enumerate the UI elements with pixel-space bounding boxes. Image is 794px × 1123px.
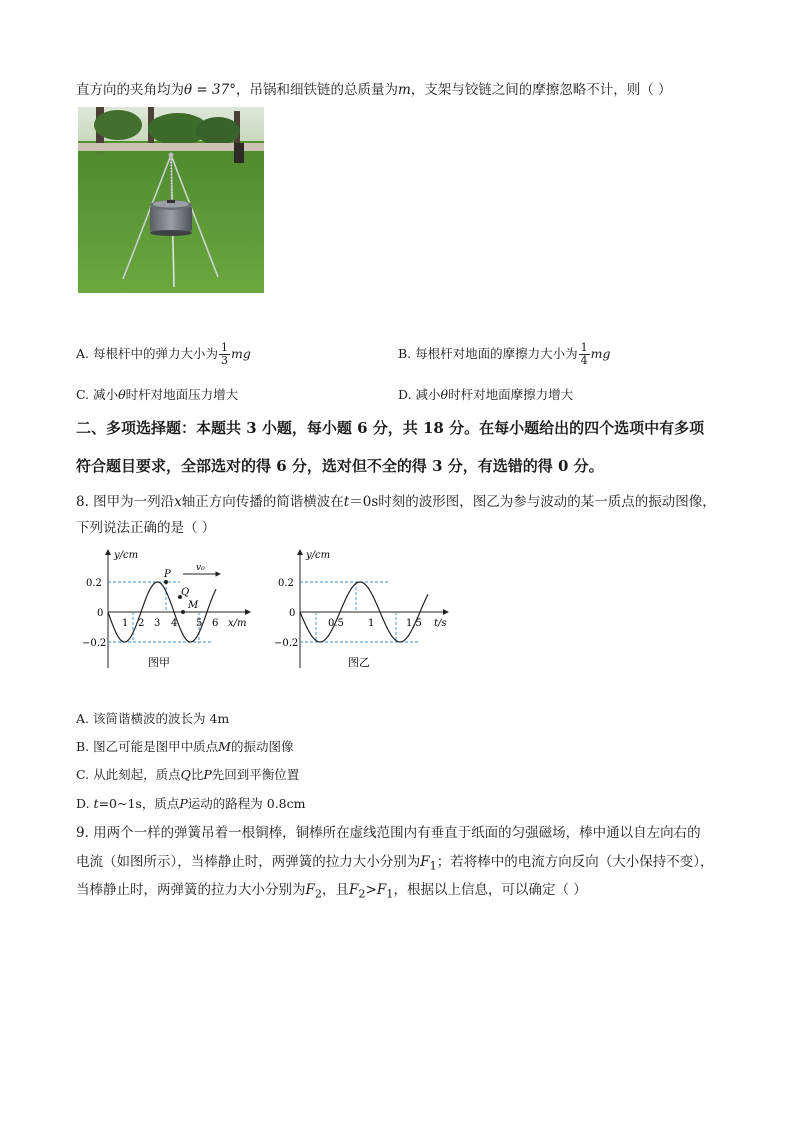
ytick-zero: 0 bbox=[97, 608, 104, 619]
label-m: M bbox=[188, 600, 199, 611]
ttick-0-5: 0.5 bbox=[328, 618, 344, 629]
label-p: P bbox=[164, 569, 171, 580]
fraction-one-third: $\frac{1}{3}$ bbox=[220, 341, 228, 367]
ytick-bottom: −0.2 bbox=[274, 638, 299, 649]
xtick-4: 4 bbox=[171, 618, 178, 629]
t-axis-label: t/s bbox=[434, 618, 447, 629]
y-axis-label: y/cm bbox=[306, 550, 331, 561]
q8-option-d[interactable]: D. t=0~1s，质点P运动的路程为 0.8cm bbox=[76, 796, 306, 811]
point-m-marker bbox=[181, 610, 185, 614]
xtick-5: 5 bbox=[196, 618, 203, 629]
ytick-top: 0.2 bbox=[86, 578, 102, 589]
q8-stem-line2: 下列说法正确的是（ ） bbox=[76, 520, 216, 536]
caption-yi: 图乙 bbox=[348, 656, 370, 669]
q8-option-a[interactable]: A. 该简谐横波的波长为 4m bbox=[76, 711, 230, 726]
tripod-pot-photo bbox=[78, 107, 264, 293]
ytick-zero: 0 bbox=[289, 608, 296, 619]
q7-option-a[interactable]: A. 每根杆中的弹力大小为 $\frac{1}{3}$ mg bbox=[76, 341, 251, 367]
xtick-3: 3 bbox=[154, 618, 161, 629]
caption-jia: 图甲 bbox=[148, 656, 170, 669]
xtick-1: 1 bbox=[122, 618, 129, 629]
velocity-label: v₀ bbox=[196, 563, 205, 573]
xtick-2: 2 bbox=[138, 618, 145, 629]
xtick-6: 6 bbox=[212, 618, 219, 629]
q7-option-d[interactable]: D. 减小θ时杆对地面摩擦力增大 bbox=[398, 387, 574, 402]
ttick-1: 1 bbox=[368, 618, 375, 629]
q9-stem-line3: 当棒静止时，两弹簧的拉力大小分别为$F_2$，且$F_2>F_1$，根据以上信息，可以确定（ ） bbox=[76, 882, 587, 901]
q7-option-c[interactable]: C. 减小θ时杆对地面压力增大 bbox=[76, 387, 239, 402]
section-heading-line2: 符合题目要求，全部选对的得 6 分，选对但不全的得 3 分，有选错的得 0 分。 bbox=[76, 457, 604, 475]
fraction-one-quarter: $\frac{1}{4}$ bbox=[580, 341, 588, 367]
q9-stem-line1: 9. 用两个一样的弹簧吊着一根铜棒，铜棒所在虚线范围内有垂直于纸面的匀强磁场，棒中通以自左向右的 bbox=[76, 825, 701, 841]
y-axis-label: y/cm bbox=[114, 550, 139, 561]
point-p-marker bbox=[164, 580, 168, 584]
q8-option-c[interactable]: C. 从此刻起，质点Q比P先回到平衡位置 bbox=[76, 767, 300, 782]
section-heading-line1: 二、多项选择题：本题共 3 小题，每小题 6 分，共 18 分。在每小题给出的四个选项中有多项 bbox=[76, 419, 705, 437]
ttick-1-5: 1.5 bbox=[406, 618, 422, 629]
q8-option-b[interactable]: B. 图乙可能是图甲中质点M的振动图像 bbox=[76, 739, 294, 754]
q9-stem-line2: 电流（如图所示），当棒静止时，两弹簧的拉力大小分别为$F_1$；若将棒中的电流方向反向（大小保持不变）， bbox=[76, 854, 714, 873]
q7-stem: 直方向的夹角均为θ = 37°，吊锅和细铁链的总质量为m，支架与铰链之间的摩擦忽略不计，则（ ） bbox=[76, 82, 672, 98]
label-q: Q bbox=[181, 587, 190, 598]
q7-option-b[interactable]: B. 每根杆对地面的摩擦力大小为 $\frac{1}{4}$ mg bbox=[398, 341, 611, 367]
ytick-bottom: −0.2 bbox=[82, 638, 107, 649]
ytick-top: 0.2 bbox=[278, 578, 294, 589]
x-axis-label: x/m bbox=[228, 618, 247, 629]
q8-stem-line1: 8. 图甲为一列沿x轴正方向传播的简谐横波在t＝0s时刻的波形图，图乙为参与波动的某一质点的振动图像， bbox=[76, 494, 716, 510]
vibration-graph-yi bbox=[272, 544, 462, 674]
wave-graph-jia bbox=[80, 544, 260, 674]
